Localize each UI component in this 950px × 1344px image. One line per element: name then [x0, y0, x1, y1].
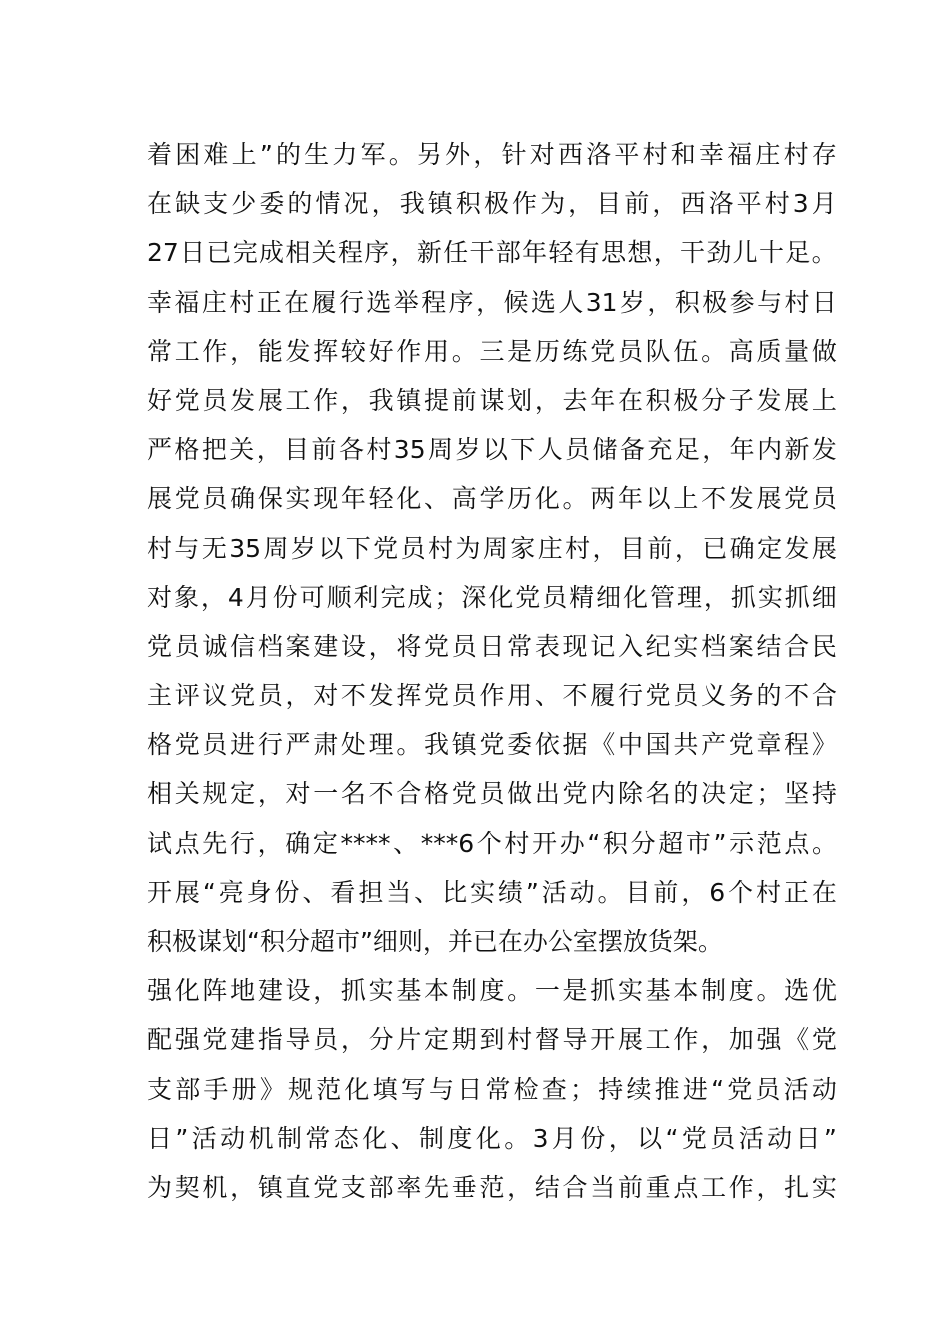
text-line: 支 部 手 册 》 规 范 化 填 写 与 日 常 检 查 ； 持 续 推 进 “ 党 员 活 动 — [147, 1074, 837, 1104]
text-line: 27 日 已 完 成 相 关 程 序 ， 新 任 干 部 年 轻 有 思 想 ， 干 劲 儿 十 足 。 — [147, 238, 837, 268]
text-line: 日 ” 活 动 机 制 常 态 化 、 制 度 化 。 3 月 份 ， 以 “ 党 员 活 动 日 ” — [147, 1123, 837, 1153]
text-line: 党 员 诚 信 档 案 建 设 ， 将 党 员 日 常 表 现 记 入 纪 实 档 案 结 合 民 — [147, 631, 837, 661]
text-line: 在 缺 支 少 委 的 情 况 ， 我 镇 积 极 作 为 ， 目 前 ， 西 洛 平 村 3 月 — [147, 189, 837, 219]
text-line: 强 化 阵 地 建 设 ， 抓 实 基 本 制 度 。 一 是 抓 实 基 本 制 度 。 选 优 — [147, 976, 837, 1006]
body-text — [147, 130, 837, 1212]
text-line: 对 象 ， 4 月 份 可 顺 利 完 成 ； 深 化 党 员 精 细 化 管 理 ， 抓 实 抓 细 — [147, 582, 837, 612]
text-line: 配 强 党 建 指 导 员 ， 分 片 定 期 到 村 督 导 开 展 工 作 ， 加 强 《 党 — [147, 1025, 837, 1055]
text-line: 展 党 员 确 保 实 现 年 轻 化 、 高 学 历 化 。 两 年 以 上 不 发 展 党 员 — [147, 484, 837, 514]
text-line: 开 展 “ 亮 身 份 、 看 担 当 、 比 实 绩 ” 活 动 。 目 前 ， 6 个 村 正 在 — [147, 877, 837, 907]
text-line: 主 评 议 党 员 ， 对 不 发 挥 党 员 作 用 、 不 履 行 党 员 义 务 的 不 合 — [147, 681, 837, 711]
text-line: 为 契 机 ， 镇 直 党 支 部 率 先 垂 范 ， 结 合 当 前 重 点 工 作 ， 扎 实 — [147, 1172, 837, 1202]
text-line: 积极谋划“积分超市”细则，并已在办公室摆放货架。 — [147, 927, 723, 956]
text-line: 村 与 无 35 周 岁 以 下 党 员 村 为 周 家 庄 村 ， 目 前 ， 已 确 定 发 展 — [147, 533, 837, 563]
text-line: 严 格 把 关 ， 目 前 各 村 35 周 岁 以 下 人 员 储 备 充 足 ， 年 内 新 发 — [147, 435, 837, 465]
text-line: 相 关 规 定 ， 对 一 名 不 合 格 党 员 做 出 党 内 除 名 的 决 定 ； 坚 持 — [147, 779, 837, 809]
text-line: 格 党 员 进 行 严 肃 处 理 。 我 镇 党 委 依 据 《 中 国 共 产 党 章 程 》 — [147, 730, 837, 760]
text-line: 着 困 难 上 ” 的 生 力 军 。 另 外 ， 针 对 西 洛 平 村 和 幸 福 庄 村 存 — [147, 140, 837, 169]
text-line: 幸 福 庄 村 正 在 履 行 选 举 程 序 ， 候 选 人 31 岁 ， 积 极 参 与 村 日 — [147, 287, 837, 317]
text-line: 试 点 先 行 ， 确 定 **** 、 ***6 个 村 开 办 “ 积 分 超 市 ” 示 范 点 。 — [147, 828, 837, 858]
text-line: 好 党 员 发 展 工 作 ， 我 镇 提 前 谋 划 ， 去 年 在 积 极 分 子 发 展 上 — [147, 385, 837, 415]
text-line: 常 工 作 ， 能 发 挥 较 好 作 用 。 三 是 历 练 党 员 队 伍 。 高 质 量 做 — [147, 336, 837, 366]
